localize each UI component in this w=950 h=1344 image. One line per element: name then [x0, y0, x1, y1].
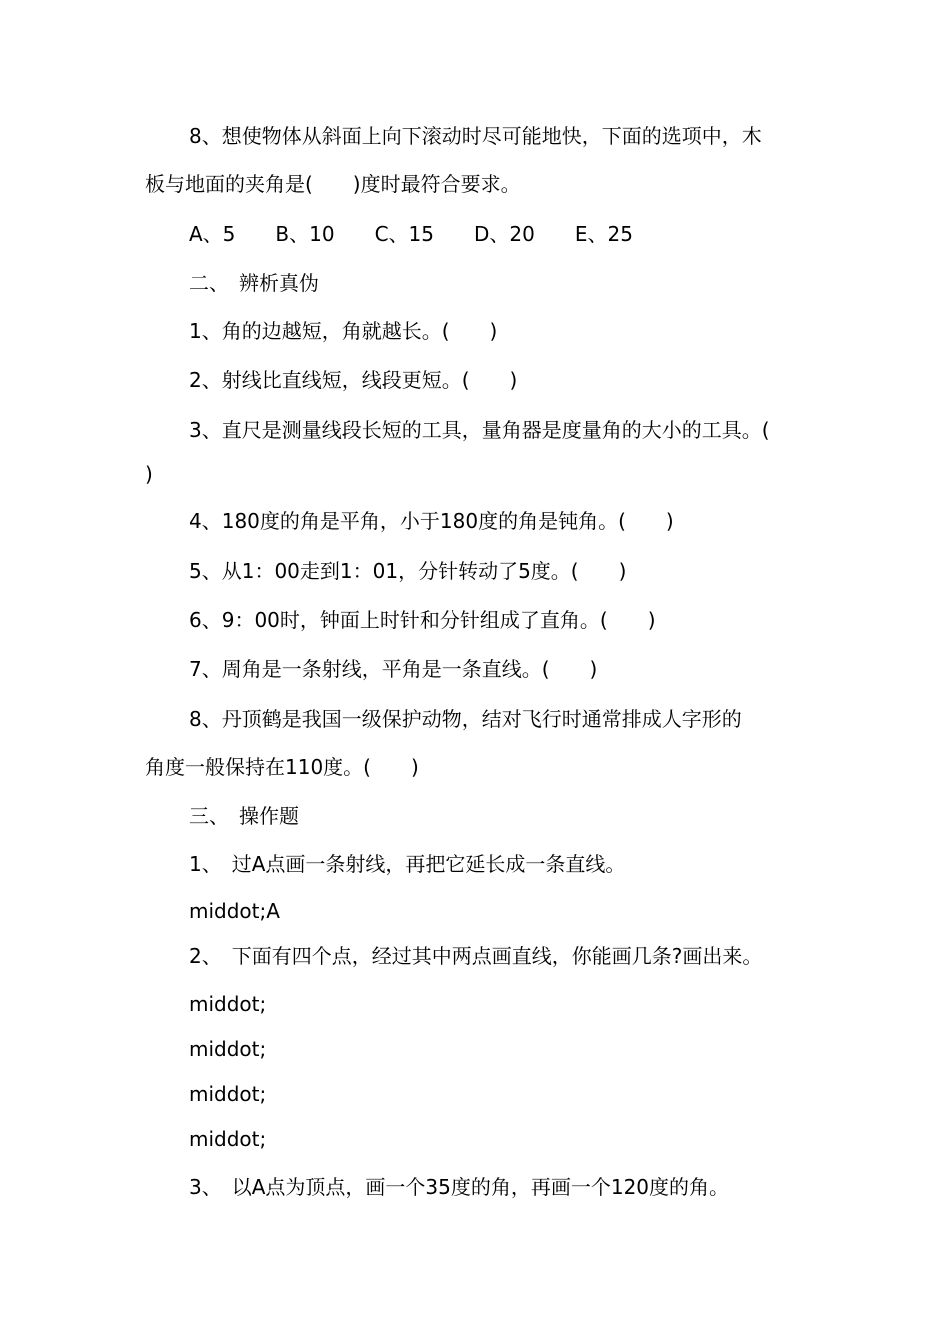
tf-item-3-line1: 3、直尺是测量线段长短的工具，量角器是度量角的大小的工具。( [189, 418, 770, 442]
section-heading-true-false: 二、 辨析真伪 [189, 271, 319, 295]
question-8-options: A、5 B、10 C、15 D、20 E、25 [189, 222, 633, 246]
op-item-2-point-1: middot; [189, 992, 267, 1016]
tf-item-2: 2、射线比直线短，线段更短。( ) [189, 368, 518, 392]
tf-item-3-line2: ) [145, 462, 153, 486]
op-item-2-point-4: middot; [189, 1127, 267, 1151]
question-8-choice-line1: 8、想使物体从斜面上向下滚动时尽可能地快，下面的选项中，木 [189, 124, 762, 148]
op-item-2-point-3: middot; [189, 1082, 267, 1106]
op-item-3: 3、 以A点为顶点，画一个35度的角，再画一个120度的角。 [189, 1175, 730, 1199]
tf-item-7: 7、周角是一条射线，平角是一条直线。( ) [189, 657, 598, 681]
question-8-choice-line2: 板与地面的夹角是( )度时最符合要求。 [145, 172, 521, 196]
op-item-2-point-2: middot; [189, 1037, 267, 1061]
tf-item-8-line2: 角度一般保持在110度。( ) [145, 755, 419, 779]
op-item-1: 1、 过A点画一条射线，再把它延长成一条直线。 [189, 852, 626, 876]
tf-item-6: 6、9：00时，钟面上时针和分针组成了直角。( ) [189, 608, 656, 632]
tf-item-5: 5、从1：00走到1：01，分针转动了5度。( ) [189, 559, 627, 583]
tf-item-1: 1、角的边越短，角就越长。( ) [189, 319, 498, 343]
tf-item-8-line1: 8、丹顶鹤是我国一级保护动物，结对飞行时通常排成人字形的 [189, 707, 742, 731]
op-item-2: 2、 下面有四个点，经过其中两点画直线，你能画几条?画出来。 [189, 944, 763, 968]
tf-item-4: 4、180度的角是平角，小于180度的角是钝角。( ) [189, 509, 674, 533]
op-item-1-point: middot;A [189, 899, 280, 923]
section-heading-operations: 三、 操作题 [189, 804, 299, 828]
